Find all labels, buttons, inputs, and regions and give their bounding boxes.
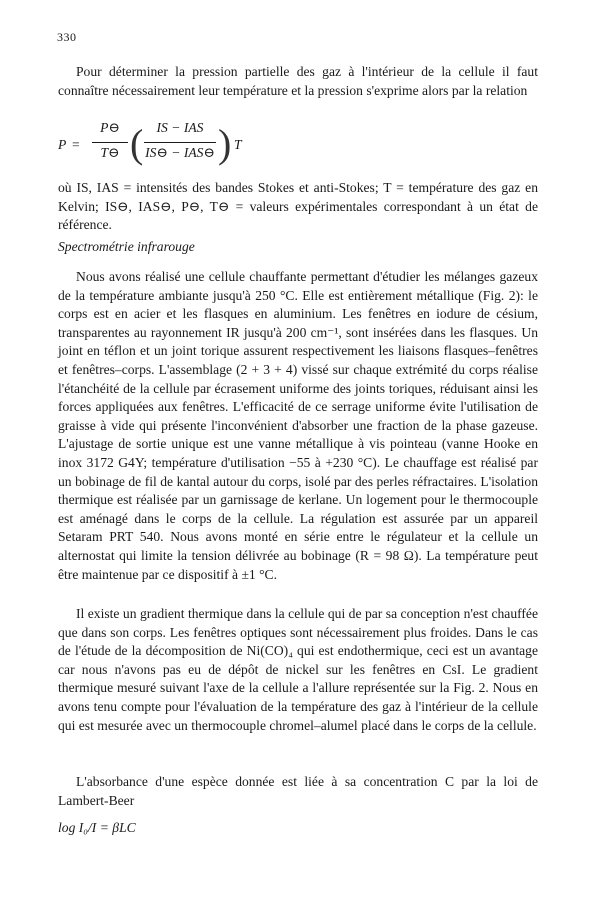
fraction-bar	[144, 142, 216, 143]
right-parenthesis: )	[218, 121, 232, 166]
formula-fraction-reference	[92, 120, 128, 161]
body-paragraph-absorbance: L'absorbance d'une espèce donnée est liée à sa concentration C par la loi de Lambert-Beer	[58, 774, 538, 808]
formula-lhs: P	[58, 137, 67, 152]
intro-paragraph: Pour déterminer la pression partielle des gaz à l'intérieur de la cellule il faut connaître nécessairement leur température et la pression s'exprime alors par la relation	[58, 64, 538, 98]
body-paragraph-cell: Nous avons réalisé une cellule chauffante permettant d'étudier les mélanges gazeux de la température ambiante jusqu'à 250 °C. Elle est entièrement métallique (Fig. 2): le corps est en acier et les flasques en aluminium. Les fenêtres en iodure de césium, transparentes au rayonnement IR jusqu'à 200 cm⁻¹, sont insérées dans les flasques. Un joint en téflon et un joint torique assurent respectivement les liaisons flasques–fenêtres et fenêtres–corps. L'assemblage (2 + 3 + 4) vissé sur chaque extrémité du corps réalise l'étanchéité de la cellule par écrasement uniforme des joints toriques, réduisant ainsi les forces appliquées aux fenêtres. L'efficacité de ce serrage uniforme évite l'utilisation de graisse à vide qui présente l'inconvénient d'absorber une fraction de la phase gazeuse. L'ajustage de sortie unique est une vanne métallique à vis pointeau (vanne Hooke en inox 3172 G4Y; température d'utilisation −55 à +230 °C). Le chauffage est réalisé par un bobinage de fil de kantal autour du corps, isolé par des perles réfractaires. L'isolation thermique est réalisée par un garnissage de kerlane. Un logement pour le thermocouple est aménagé dans le corps de la cellule. La régulation est assurée par un appareil Setaram PRT 540. Nous avons monté en série entre le régulateur et la cellule un alternostat qui limite la tension délivrée au bobinage (R = 98 Ω). La température peut être maintenue par ce dispositif à ±1 °C.	[58, 269, 538, 582]
fraction-denominator: T⊖	[100, 145, 120, 160]
left-parenthesis: (	[130, 121, 144, 166]
fraction-numerator: IS − IAS	[156, 120, 204, 135]
body-paragraph-gradient: Il existe un gradient thermique dans la cellule qui de par sa conception n'est chauffée que dans son corps. Les fenêtres optiques sont nécessairement plus froides. Dans le cas de l'étude de la décomposition de Ni(CO)₄ qui est endothermique, ceci est un avantage car nous n'avons pas eu de dépôt de nickel sur les fenêtres en CsI. Le gradient thermique mesuré suivant l'axe de la cellule a l'allure représentée sur la Fig. 2. Nous en avons tenu compte pour l'évaluation de la température des gaz à l'intérieur de la cellule qui est mesurée avec un thermocouple chromel–alumel placé dans le corps de la cellule.	[58, 606, 538, 733]
section-heading: Spectrométrie infrarouge	[58, 239, 195, 254]
fraction-denominator: IS⊖ − IAS⊖	[145, 145, 215, 160]
fraction-bar	[92, 142, 128, 143]
formula-fraction-intensity	[144, 120, 216, 161]
page-number: 330	[57, 30, 77, 44]
formula-temperature: T	[234, 137, 242, 152]
formula-equals: =	[72, 137, 80, 152]
pressure-formula	[58, 120, 258, 176]
fraction-numerator: P⊖	[100, 120, 120, 135]
definitions-paragraph: où IS, IAS = intensités des bandes Stokes et anti-Stokes; T = température des gaz en Kelvin; IS⊖, IAS⊖, P⊖, T⊖ = valeurs expérimentales correspondant à un état de référence.	[58, 180, 538, 233]
lambert-beer-law: log I₀/I = βLC	[58, 820, 136, 835]
